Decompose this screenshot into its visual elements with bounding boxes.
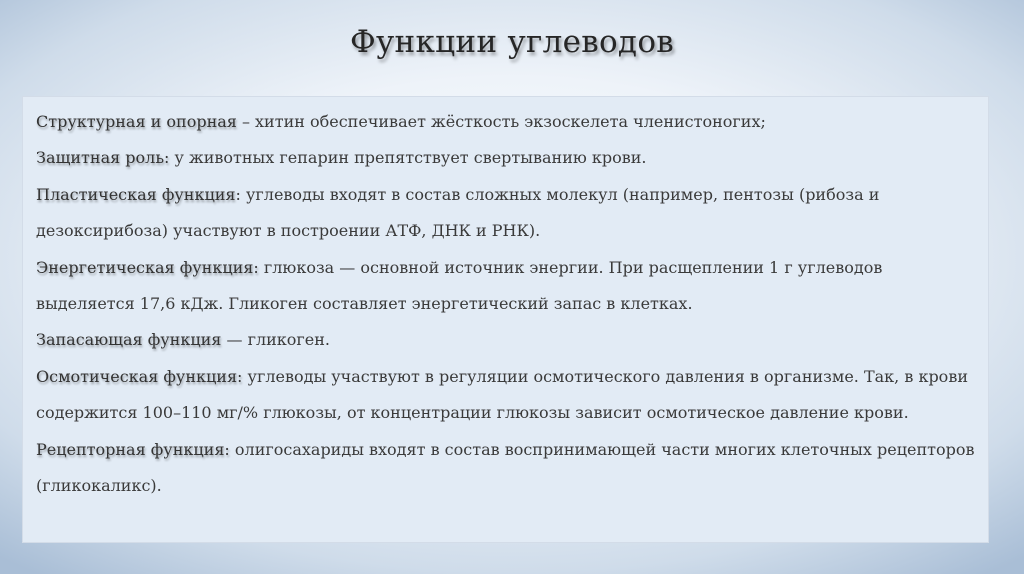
- list-item-osmotic: [36, 359, 976, 432]
- list-item-receptor: [36, 432, 976, 505]
- list-item-energy: [36, 250, 976, 323]
- item-term: Защитная роль:: [36, 148, 170, 168]
- list-item-plastic: [36, 177, 976, 250]
- item-text: углеводы участвуют в регуляции осмотического давления в организме. Так, в крови содержится 100–110 мг/% глюкозы, от концентрации глюкозы зависит осмотическое давление крови.: [36, 366, 968, 423]
- item-text: у животных гепарин препятствует свертыванию крови.: [169, 148, 647, 168]
- item-text: – хитин обеспечивает жёсткость экзоскелета членистоногих;: [236, 112, 766, 131]
- item-text: олигосахариды входят в состав воспринимающей части многих клеточных рецепторов (гликокаликс).: [36, 439, 975, 496]
- list-item-structural: [36, 104, 976, 140]
- item-text: — гликоген.: [221, 330, 331, 350]
- list-item-protective: [36, 140, 976, 176]
- item-term: Энергетическая функция:: [36, 257, 259, 277]
- item-text: : углеводы входят в состав сложных молекул (например, пентозы (рибоза и дезоксирибоза) участвуют в построении АТФ, ДНК и РНК).: [36, 184, 880, 241]
- slide-title: Функции углеводов: [349, 24, 675, 60]
- item-term: Рецепторная функция:: [36, 439, 230, 459]
- item-term: Запасающая функция: [36, 330, 222, 350]
- item-text: глюкоза — основной источник энергии. При расщеплении 1 г углеводов выделяется 17,6 кДж. Гликоген составляет энергетический запас в клетках.: [36, 257, 883, 314]
- functions-list: [36, 104, 976, 504]
- list-item-storage: [36, 322, 976, 358]
- item-term: Осмотическая функция:: [36, 366, 243, 386]
- item-term: Пластическая функция: [36, 184, 236, 204]
- item-term: Структурная и опорная: [36, 112, 237, 131]
